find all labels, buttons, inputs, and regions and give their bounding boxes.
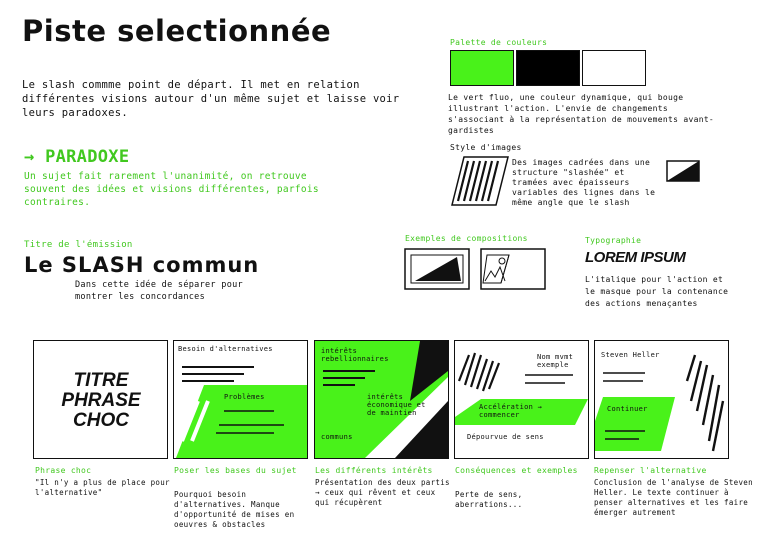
panel-3-bottom: communs xyxy=(321,433,353,441)
panel-5-top: Steven Heller xyxy=(601,351,660,359)
storyboard-panel-4 xyxy=(454,340,589,459)
swatch-black xyxy=(516,50,580,86)
typography-sample: LOREM IPSUM xyxy=(585,249,686,266)
caption-title-2: Poser les bases du sujet xyxy=(174,466,297,475)
caption-text-2: Pourquoi besoin d'alternatives. Manque d'opportunité de mises en oeuvres & obstacles xyxy=(174,490,295,529)
palette-desc: Le vert fluo, une couleur dynamique, qui bouge illustrant l'action. L'envie de changements s'associant à la représentation de mouvements avant-gardistes xyxy=(448,93,715,135)
panel-3-top: intérêts rebellionnaires xyxy=(321,347,389,363)
intro-text: Le slash commme point de départ. Il met en relation différentes visions autour d'un même sujet et laisse voir leurs paradoxes. xyxy=(22,79,400,119)
page-title: Piste selectionnée xyxy=(22,14,332,48)
panel-2-top: Besoin d'alternatives xyxy=(178,345,273,353)
paradoxe-text: Un sujet fait rarement l'unanimité, on retrouve souvent des idées et visions différentes, parfois contraires. xyxy=(24,171,319,208)
compositions-label: Exemples de compositions xyxy=(405,234,528,243)
caption-title-4: Conséquences et exemples xyxy=(455,466,578,475)
panel-1-line: PHRASE xyxy=(61,390,141,411)
slash-square-icon xyxy=(666,160,700,182)
storyboard-panel-3 xyxy=(314,340,449,459)
storyboard-panel-5 xyxy=(594,340,729,459)
emission-label: Titre de l'émission xyxy=(24,240,133,250)
emission-title: Le SLASH commun xyxy=(24,253,260,277)
panel-1-line: CHOC xyxy=(73,410,129,431)
style-label: Style d'images xyxy=(450,143,522,152)
caption-title-5: Repenser l'alternative xyxy=(594,466,707,475)
swatch-white xyxy=(582,50,646,86)
panel-4-bottom: Dépourvue de sens xyxy=(467,433,544,441)
caption-text-5: Conclusion de l'analyse de Steven Heller. Le texte continuer à penser alternatives et les faire émerger autrement xyxy=(594,478,753,517)
panel-4-mid: Accélération → commencer xyxy=(479,403,543,419)
emission-desc: Dans cette idée de séparer pour montrer les concordances xyxy=(75,280,243,302)
panel-2-mid: Problèmes xyxy=(224,393,265,401)
storyboard-panel-1 xyxy=(33,340,168,459)
caption-text-1: "Il n'y a plus de place pour l'alternative" xyxy=(35,478,170,497)
storyboard-panel-2 xyxy=(173,340,308,459)
caption-title-1: Phrase choc xyxy=(35,466,92,475)
paradoxe-title: → PARADOXE xyxy=(24,147,130,167)
composition-examples xyxy=(403,247,548,293)
caption-title-3: Les différents intérêts xyxy=(315,466,433,475)
swatch-green xyxy=(450,50,514,86)
typography-label: Typographie xyxy=(585,236,642,245)
panel-1-line: TITRE xyxy=(73,370,129,391)
style-desc: Des images cadrées dans une structure "slashée" et tramées avec épaisseurs variables des lignes dans le même angle que le slash xyxy=(512,158,656,207)
typography-desc: L'italique pour l'action et le masque pour la contenance des actions menaçantes xyxy=(585,275,729,308)
panel-5-mid: Continuer xyxy=(607,405,648,413)
hatched-slash-image xyxy=(450,155,510,207)
panel-3-mid: intérêts économique et de maintien xyxy=(367,393,426,417)
caption-text-3: Présentation des deux partis → ceux qui rêvent et ceux qui récupèrent xyxy=(315,478,450,507)
panel-4-top: Nom mvmt exemple xyxy=(537,353,574,369)
palette-label: Palette de couleurs xyxy=(450,38,548,47)
caption-text-4: Perte de sens, aberrations... xyxy=(455,490,523,509)
